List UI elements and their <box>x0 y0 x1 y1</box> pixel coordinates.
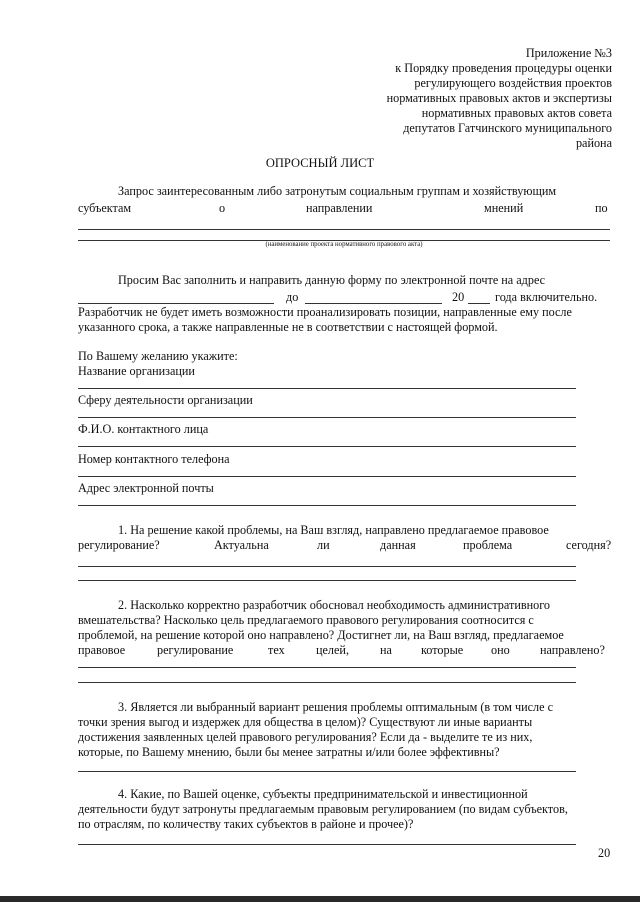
q1-word: Актуальна <box>214 538 269 552</box>
q1-word: проблема <box>463 538 513 552</box>
q4-line: 4. Какие, по Вашей оценке, субъекты предпринимательской и инвестиционной <box>118 787 528 801</box>
request-line: Просим Вас заполнить и направить данную форму по электронной почте на адрес <box>118 273 546 287</box>
q3-line: точки зрения выгод и издержек для общества в целом)? Существуют ли иные варианты <box>78 715 533 729</box>
appendix-line: нормативных правовых актов и экспертизы <box>386 91 612 105</box>
appendix-line: района <box>575 136 612 150</box>
q1-line: 1. На решение какой проблемы, на Ваш взгляд, направлено предлагаемое правовое <box>118 523 549 537</box>
q1-word: ли <box>317 538 330 552</box>
sphere-field[interactable] <box>78 417 576 418</box>
q4-answer-line[interactable] <box>78 844 576 845</box>
year-blank[interactable] <box>468 303 490 304</box>
fio-field[interactable] <box>78 446 576 447</box>
q2-word: на <box>380 643 392 657</box>
q1-word: регулирование? <box>78 538 160 552</box>
email-address-blank[interactable] <box>78 303 274 304</box>
q1-answer-line[interactable] <box>78 580 576 581</box>
contact-label-sphere: Сферу деятельности организации <box>78 393 253 407</box>
q3-line: 3. Является ли выбранный вариант решения проблемы оптимальным (в том числе с <box>118 700 553 714</box>
intro-word: мнений <box>484 201 524 215</box>
intro-word: субъектам <box>78 201 132 215</box>
page-title: ОПРОСНЫЙ ЛИСТ <box>265 156 375 170</box>
q2-answer-line[interactable] <box>78 667 576 668</box>
intro-word: по <box>595 201 608 215</box>
q1-word: данная <box>380 538 416 552</box>
q2-word: целей, <box>316 643 349 657</box>
q2-line: вмешательства? Насколько цель предлагаемого правового регулирования соотносится с <box>78 613 534 627</box>
page-number: 20 <box>598 846 611 860</box>
q2-word: регулирование <box>157 643 234 657</box>
contact-label-email: Адрес электронной почты <box>78 481 214 495</box>
request-word: года включительно. <box>495 290 598 304</box>
q3-answer-line[interactable] <box>78 771 576 772</box>
intro-line: Запрос заинтересованным либо затронутым социальным группам и хозяйствующим <box>118 184 557 198</box>
appendix-line: к Порядку проведения процедуры оценки <box>395 61 612 75</box>
q2-word: которые <box>421 643 464 657</box>
intro-word: направлении <box>306 201 373 215</box>
q2-word: тех <box>268 643 285 657</box>
contacts-intro: По Вашему желанию укажите: <box>78 349 238 363</box>
q3-line: которые, по Вашему мнению, были бы менее затратны и/или более эффективны? <box>78 745 500 759</box>
q2-answer-line[interactable] <box>78 682 576 683</box>
year-prefix: 20 <box>452 290 465 304</box>
appendix-line: депутатов Гатчинского муниципального <box>403 121 612 135</box>
blank-line[interactable] <box>78 229 610 230</box>
q4-line: деятельности будут затронуты предлагаемым правовым регулированием (по видам субъектов, <box>78 802 568 816</box>
q1-answer-line[interactable] <box>78 566 576 567</box>
intro-word: о <box>219 201 226 215</box>
q2-word: правовое <box>78 643 126 657</box>
email-field[interactable] <box>78 505 576 506</box>
request-line: указанного срока, а также направленные не в соответствии с настоящей формой. <box>78 320 498 334</box>
org-field[interactable] <box>78 388 576 389</box>
request-line: Разработчик не будет иметь возможности проанализировать позиции, направленные ему после <box>78 305 572 319</box>
appendix-line: регулирующего воздействия проектов <box>414 76 612 90</box>
date-blank[interactable] <box>305 303 442 304</box>
request-word: до <box>286 290 299 304</box>
appendix-line: Приложение №3 <box>525 46 612 60</box>
q3-line: достижения заявленных целей правового регулирования? Если да - выделите те из них, <box>78 730 533 744</box>
caption: (наименование проекта нормативного правового акта) <box>265 241 423 248</box>
contact-label-phone: Номер контактного телефона <box>78 452 230 466</box>
phone-field[interactable] <box>78 476 576 477</box>
contact-label-org: Название организации <box>78 364 195 378</box>
q4-line: по отраслям, по количеству таких субъектов в районе и прочее)? <box>78 817 414 831</box>
q2-word: оно <box>491 643 510 657</box>
appendix-line: нормативных правовых актов совета <box>421 106 612 120</box>
q2-line: проблемой, на решение которой оно направлено? Достигнет ли, на Ваш взгляд, предлагаемое <box>78 628 564 642</box>
q1-word: сегодня? <box>566 538 612 552</box>
q2-word: направлено? <box>540 643 605 657</box>
q2-line: 2. Насколько корректно разработчик обосновал необходимость административного <box>118 598 550 612</box>
scan-edge <box>0 896 640 902</box>
contact-label-fio: Ф.И.О. контактного лица <box>78 422 209 436</box>
